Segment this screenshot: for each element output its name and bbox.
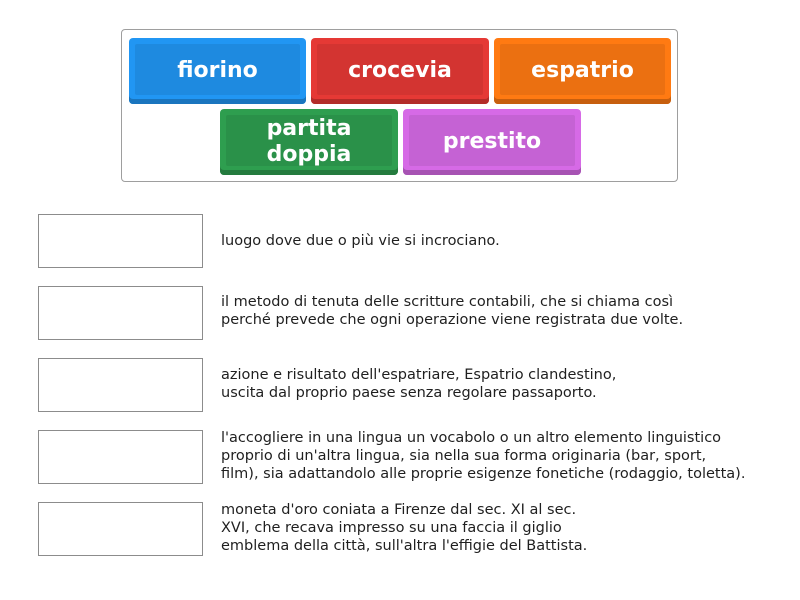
tile-prestito[interactable] <box>403 109 581 175</box>
definition-text: moneta d'oro coniata a Firenze dal sec. XI al sec. XVI, che recava impresso su una faccia il giglio emblema della città, sull'altra l'effigie del Battista. <box>221 502 588 554</box>
drop-box[interactable] <box>38 430 203 484</box>
definition-text: il metodo di tenuta delle scritture contabili, che si chiama così perché prevede che ogni operazione viene registrata due volte. <box>221 294 684 328</box>
word-bank <box>121 29 678 182</box>
tile-fiorino[interactable] <box>129 38 306 104</box>
tile-label: prestito <box>442 129 542 154</box>
drop-box[interactable] <box>38 358 203 412</box>
definition-text: luogo dove due o più vie si incrociano. <box>221 233 500 249</box>
drop-box[interactable] <box>38 286 203 340</box>
drop-box[interactable] <box>38 214 203 268</box>
definition-text: azione e risultato dell'espatriare, Espatrio clandestino, uscita dal proprio paese senza regolare passaporto. <box>221 367 617 401</box>
tile-label: fiorino <box>177 58 258 83</box>
tile-label: crocevia <box>348 58 452 83</box>
definition-text: l'accogliere in una lingua un vocabolo o un altro elemento linguistico proprio di un'altra lingua, sia nella sua forma originaria (bar, sport, film), sia adattandolo alle proprie esigenze fonetiche (rodaggio, toletta). <box>221 430 746 482</box>
tile-label: partita doppia <box>266 116 352 167</box>
tile-espatrio[interactable] <box>494 38 671 104</box>
tile-crocevia[interactable] <box>311 38 489 104</box>
tile-partita-doppia[interactable] <box>220 109 398 175</box>
drop-box[interactable] <box>38 502 203 556</box>
tile-label: espatrio <box>531 58 634 83</box>
